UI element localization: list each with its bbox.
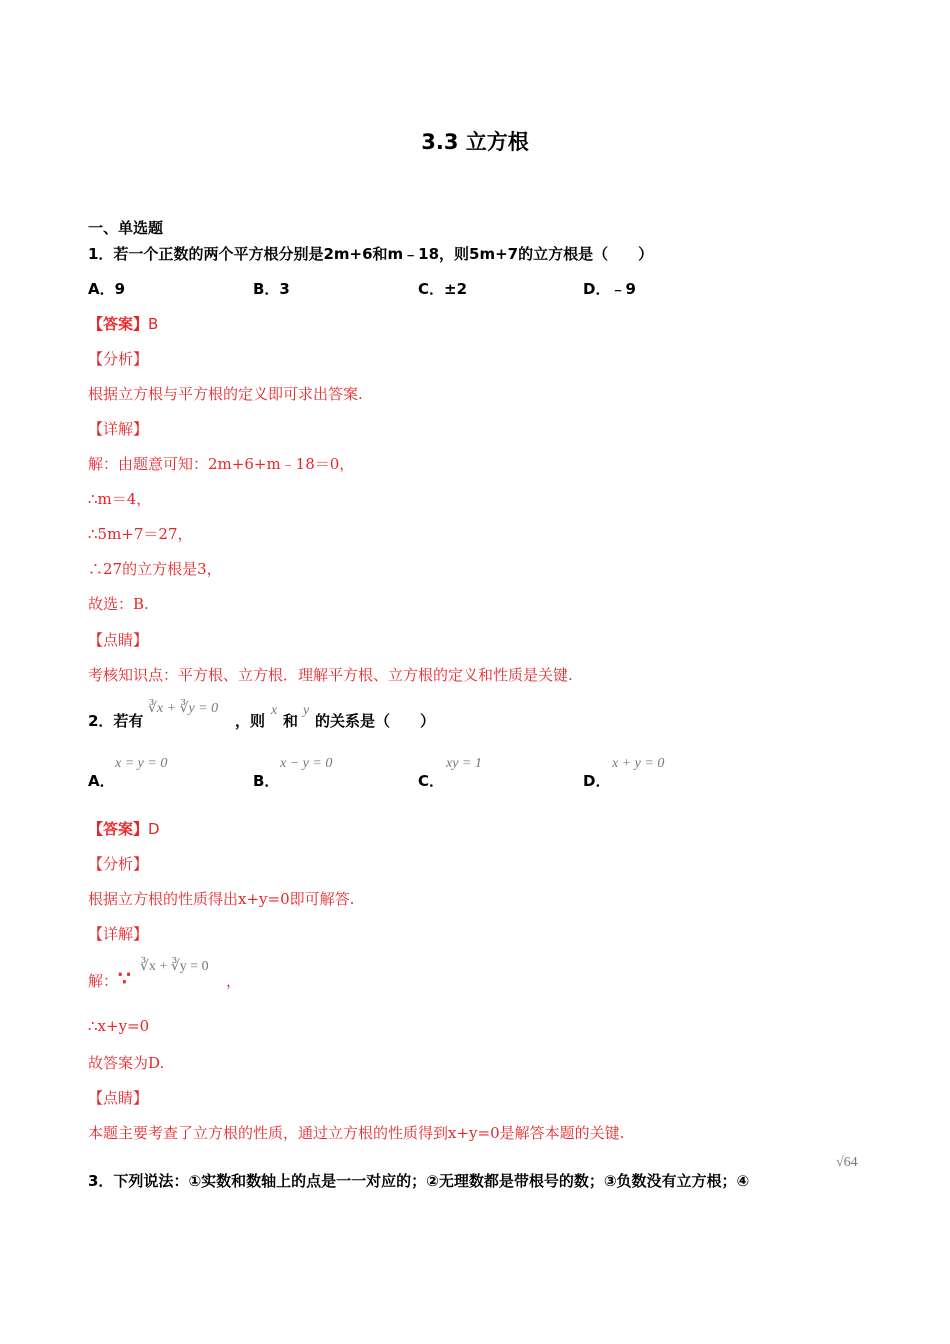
q2-stem-then: ，则 bbox=[235, 712, 266, 730]
q1-option-d[interactable]: D．﹣9 bbox=[583, 280, 636, 298]
q2-option-b-formula: x − y = 0 bbox=[280, 756, 333, 771]
q2-analysis-text: 根据立方根的性质得出x+y=0即可解答. bbox=[88, 890, 355, 908]
q1-comment-text: 考核知识点：平方根、立方根．理解平方根、立方根的定义和性质是关键. bbox=[88, 666, 573, 684]
q2-stem-formula: ∛x + ∛y = 0 bbox=[148, 701, 219, 716]
q1-detail-line: 解：由题意可知：2m+6+m﹣18＝0， bbox=[88, 455, 355, 473]
q1-answer bbox=[88, 313, 158, 334]
q1-answer-value: B bbox=[148, 315, 159, 333]
q2-option-b[interactable] bbox=[253, 770, 279, 791]
q2-option-d-formula: x + y = 0 bbox=[612, 756, 665, 771]
q2-detail-line: 故答案为D. bbox=[88, 1054, 165, 1072]
q1-answer-label: 【答案】 bbox=[88, 315, 149, 333]
q2-answer bbox=[88, 818, 160, 839]
q2-option-a-formula: x = y = 0 bbox=[115, 756, 168, 771]
section-heading: 一、单选题 bbox=[88, 219, 164, 237]
q1-option-a[interactable]: A．9 bbox=[88, 280, 126, 298]
q2-option-b-label: B． bbox=[253, 772, 280, 790]
q1-detail-line: ∴m＝4， bbox=[88, 490, 152, 508]
q2-option-c-formula: xy = 1 bbox=[446, 756, 482, 771]
q2-option-a-label: A． bbox=[88, 772, 115, 790]
q2-option-d-label: D． bbox=[583, 772, 611, 790]
q2-comment-text: 本题主要考查了立方根的性质，通过立方根的性质得到x+y=0是解答本题的关键. bbox=[88, 1124, 625, 1142]
q2-detail-label: 【详解】 bbox=[88, 925, 149, 943]
q2-stem-and: 和 bbox=[283, 712, 299, 730]
q2-detail-comma: ， bbox=[226, 972, 242, 990]
question-3-stem: 3．下列说法：①实数和数轴上的点是一一对应的；②无理数都是带根号的数；③负数没有立方根；④ bbox=[88, 1172, 750, 1190]
q3-formula: √64 bbox=[836, 1155, 858, 1170]
q2-detail-prefix: 解： bbox=[88, 972, 119, 990]
q2-detail-formula: ∛x + ∛y = 0 bbox=[140, 959, 209, 974]
q1-detail-line: ∴5m+7＝27， bbox=[88, 525, 193, 543]
q2-option-d[interactable] bbox=[583, 770, 610, 791]
q2-stem-y: y bbox=[303, 703, 310, 718]
q2-stem-x: x bbox=[271, 703, 278, 718]
q2-comment-label: 【点睛】 bbox=[88, 1089, 149, 1107]
q1-option-b[interactable]: B．3 bbox=[253, 280, 290, 298]
question-1-stem: 1．若一个正数的两个平方根分别是2m+6和m﹣18，则5m+7的立方根是（ ） bbox=[88, 245, 654, 263]
q1-detail-line: ∴27的立方根是3， bbox=[88, 560, 222, 578]
q2-option-c[interactable] bbox=[418, 770, 444, 791]
q1-comment-label: 【点睛】 bbox=[88, 631, 149, 649]
q2-detail-line: ∴x+y=0 bbox=[88, 1017, 150, 1035]
because-symbol: ∵ bbox=[118, 966, 131, 990]
q1-analysis-text: 根据立方根与平方根的定义即可求出答案. bbox=[88, 385, 363, 403]
q1-detail-label: 【详解】 bbox=[88, 420, 149, 438]
q1-analysis-label: 【分析】 bbox=[88, 350, 149, 368]
q2-option-a[interactable] bbox=[88, 770, 115, 791]
q2-stem-suffix: 的关系是（ ） bbox=[315, 712, 436, 730]
q1-option-c[interactable]: C．±2 bbox=[418, 280, 468, 298]
question-2-stem: 2．若有 bbox=[88, 712, 144, 730]
q2-answer-value: D bbox=[148, 820, 160, 838]
page-title: 3.3 立方根 bbox=[421, 130, 529, 154]
q1-detail-line: 故选：B. bbox=[88, 595, 149, 613]
q2-answer-label: 【答案】 bbox=[88, 820, 149, 838]
q2-analysis-label: 【分析】 bbox=[88, 855, 149, 873]
q2-option-c-label: C． bbox=[418, 772, 445, 790]
